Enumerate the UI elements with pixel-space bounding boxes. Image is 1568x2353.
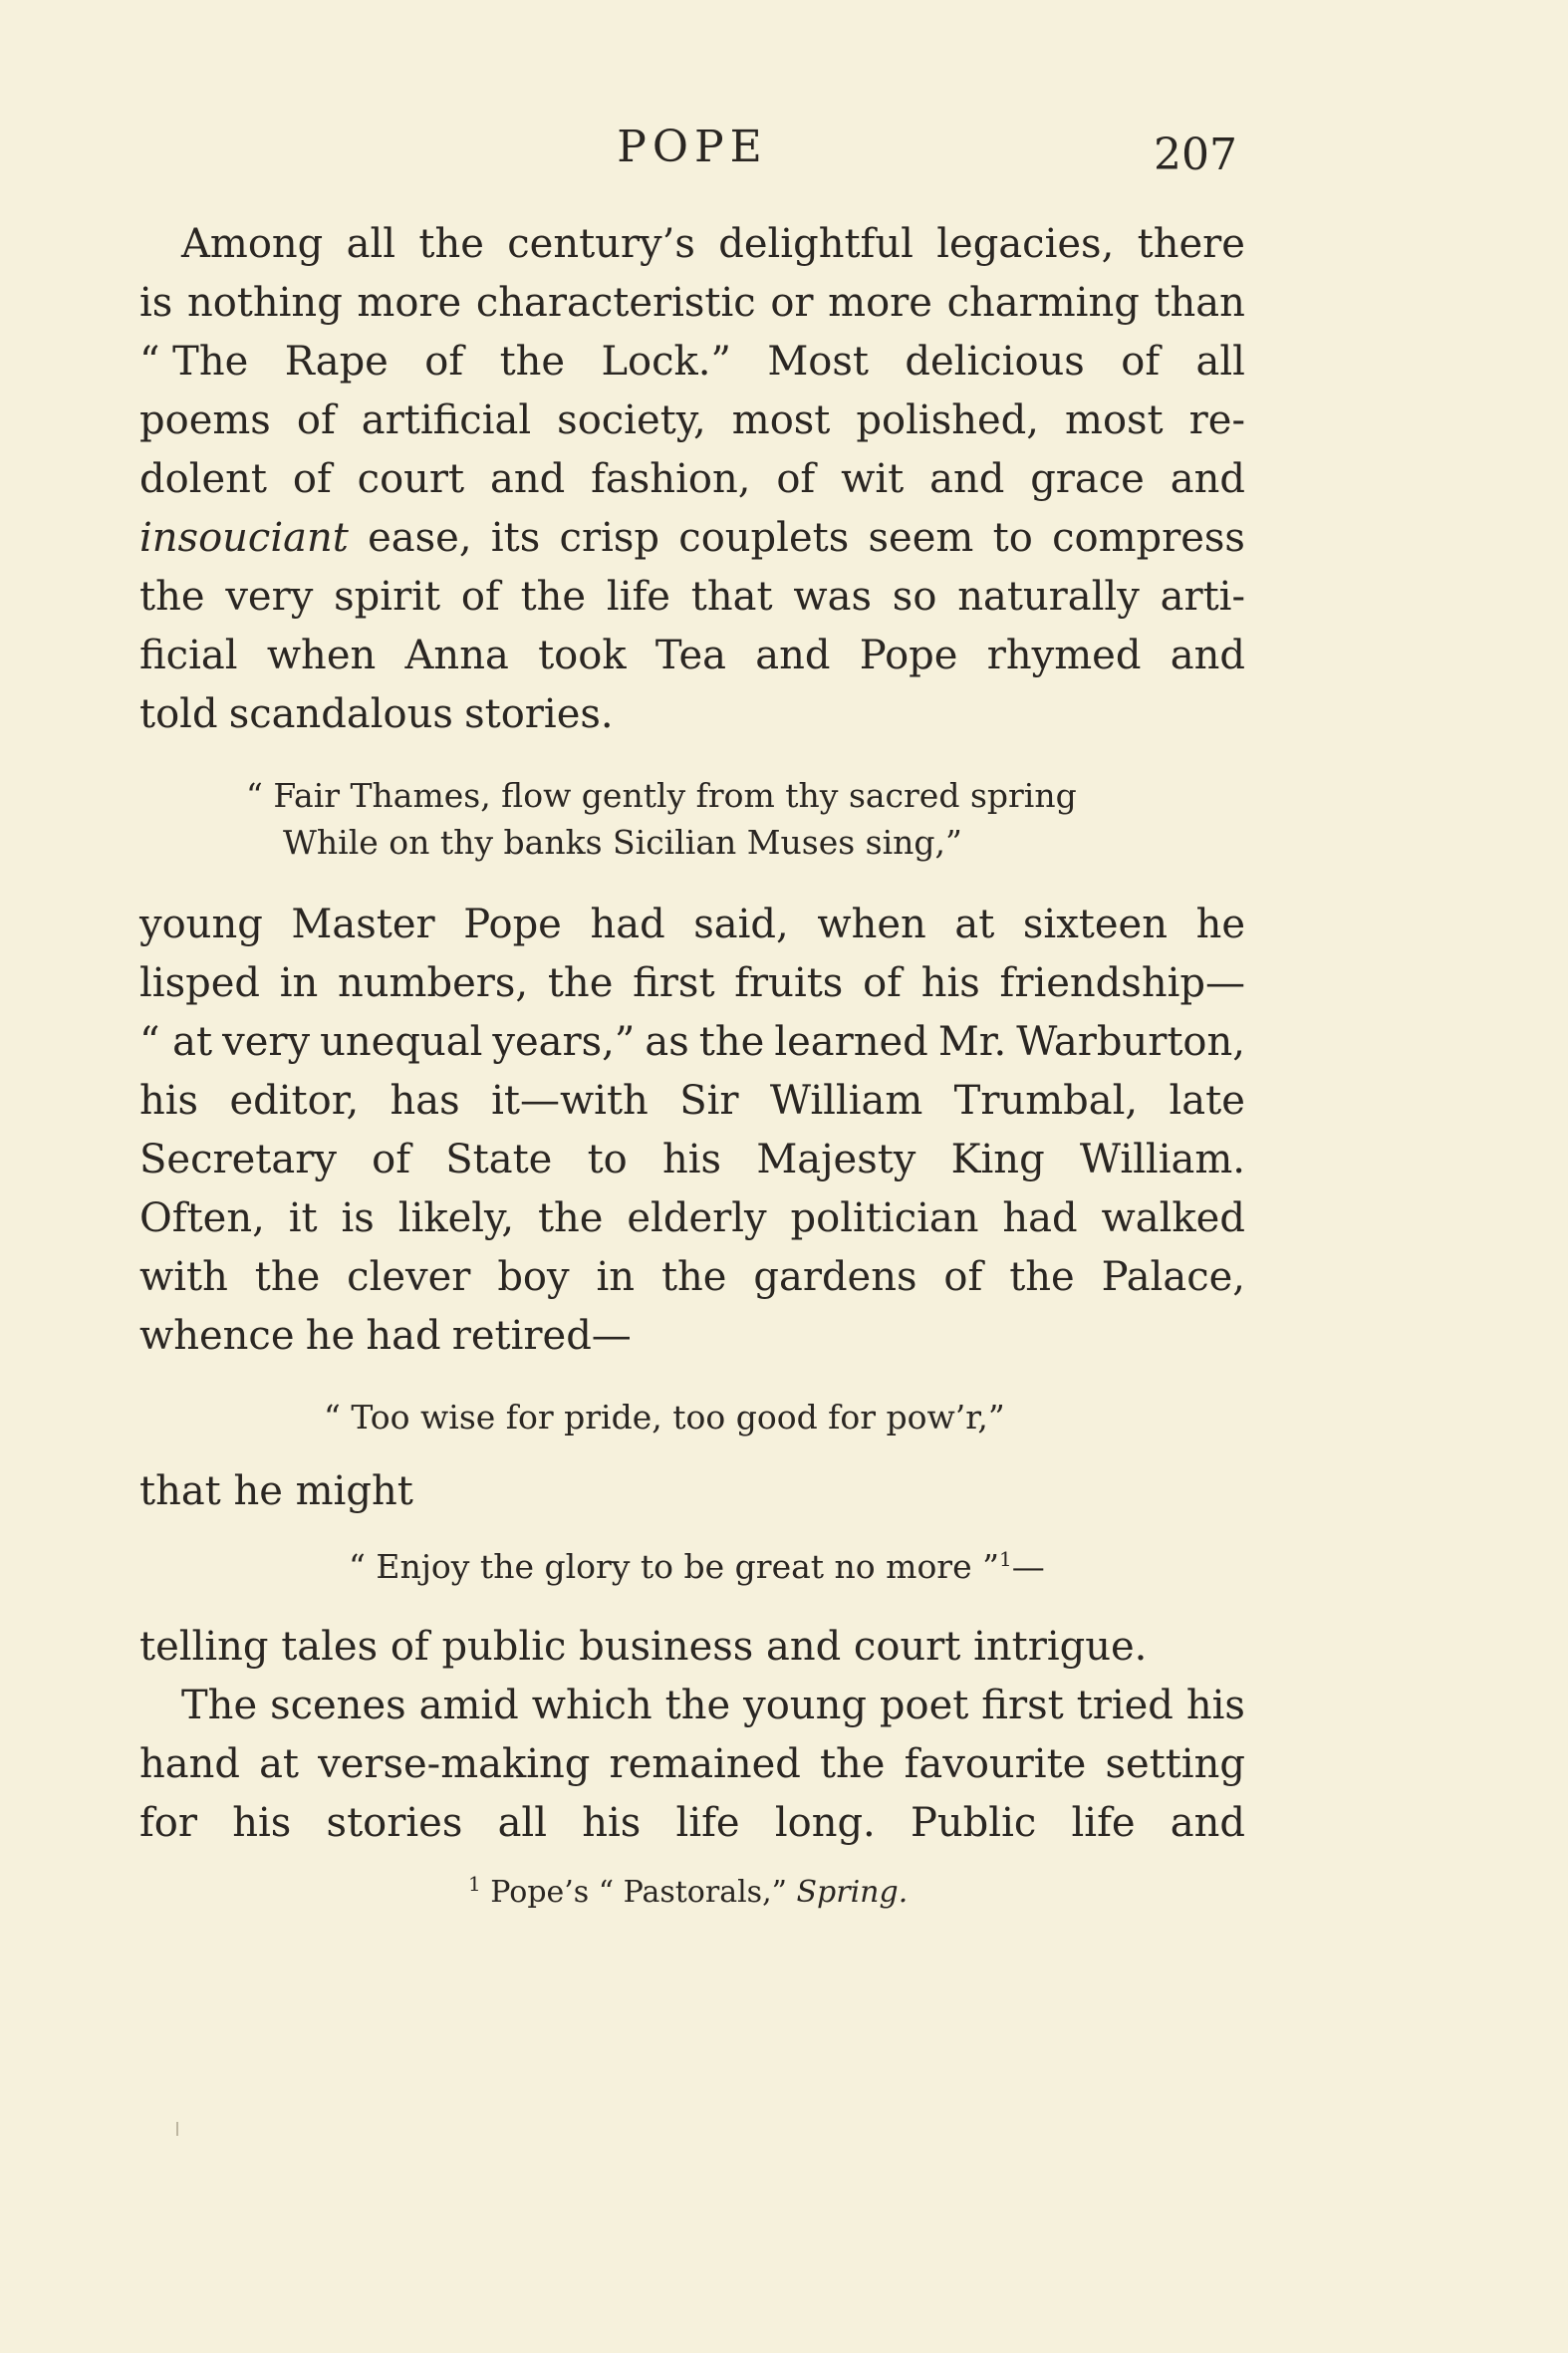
word: of	[1121, 339, 1161, 385]
verse-quote-thames	[139, 772, 1245, 866]
word: fashion,	[591, 456, 751, 502]
word: Anna	[404, 633, 509, 678]
word: Master	[291, 902, 435, 947]
word: likely,	[397, 1195, 515, 1241]
paragraph-4-line	[139, 1618, 1245, 1677]
text-line	[139, 392, 1245, 450]
word: nothing	[186, 280, 343, 326]
word: tried	[1076, 1683, 1174, 1728]
word: the	[660, 1254, 727, 1300]
word: with	[139, 1254, 228, 1300]
word: Mr.	[937, 1019, 1007, 1065]
word: late	[1169, 1078, 1245, 1124]
word: the	[254, 1254, 321, 1300]
word: grace	[1030, 456, 1145, 502]
text-line	[139, 450, 1245, 509]
verse-line: “ Enjoy the glory to be great no more ”	[349, 1547, 999, 1586]
word: Warburton,	[1016, 1019, 1245, 1065]
word: King	[950, 1137, 1045, 1182]
verse-line: “ Fair Thames, flow gently from thy sacred spring	[246, 776, 1077, 815]
word: the	[139, 574, 205, 620]
word: of	[296, 397, 336, 443]
word: Sir	[679, 1078, 739, 1124]
word: it—with	[491, 1078, 649, 1124]
word: Palace,	[1101, 1254, 1245, 1300]
word: most	[1065, 397, 1164, 443]
text-line	[139, 896, 1245, 954]
page-speck	[176, 2122, 178, 2136]
line-text: that he might	[139, 1468, 413, 1514]
word: whence	[139, 1313, 295, 1359]
word: or	[770, 280, 814, 326]
text-line	[139, 1248, 1245, 1307]
text-line	[139, 954, 1245, 1013]
word: ease,	[368, 515, 472, 561]
word: numbers,	[338, 960, 529, 1006]
word: scandalous	[228, 691, 453, 737]
verse-quote-pride	[139, 1394, 1245, 1440]
word: setting	[1105, 1741, 1245, 1787]
word: stories.	[464, 691, 614, 737]
word: of	[863, 960, 902, 1006]
text-line	[139, 333, 1245, 392]
word: he	[1195, 902, 1245, 947]
word: Secretary	[139, 1137, 337, 1182]
word: very	[222, 1019, 311, 1065]
word: his	[920, 960, 980, 1006]
word: his	[582, 1800, 642, 1846]
word: editor,	[229, 1078, 360, 1124]
word: spirit	[334, 574, 441, 620]
word: there	[1137, 221, 1245, 267]
verse-line: While on thy banks Sicilian Muses sing,”	[283, 823, 962, 862]
word: told	[139, 691, 218, 737]
word: had	[1002, 1195, 1078, 1241]
word: arti-	[1160, 574, 1245, 620]
running-head	[139, 118, 1245, 180]
text-line	[139, 274, 1245, 333]
word: amid	[418, 1683, 519, 1728]
word: the	[537, 1195, 604, 1241]
word: so	[892, 574, 937, 620]
word: “ The	[139, 339, 249, 385]
word: its	[490, 515, 541, 561]
word: fruits	[734, 960, 844, 1006]
word: in	[279, 960, 319, 1006]
word: is	[139, 280, 173, 326]
word: his	[661, 1137, 722, 1182]
word: delicious	[905, 339, 1085, 385]
paragraph-2	[139, 896, 1245, 1366]
word: his	[139, 1078, 199, 1124]
word: years,”	[492, 1019, 636, 1065]
word: Trumbal,	[953, 1078, 1139, 1124]
word: and	[929, 456, 1005, 502]
word: and	[755, 633, 831, 678]
word: of	[292, 456, 332, 502]
word: the	[664, 1683, 731, 1728]
word: legacies,	[936, 221, 1115, 267]
text-line	[139, 1735, 1245, 1794]
word: life	[606, 574, 670, 620]
word: verse-making	[318, 1741, 591, 1787]
line-text: telling tales of public business and court intrigue.	[139, 1624, 1148, 1670]
word: William	[769, 1078, 923, 1124]
text-line	[139, 1189, 1245, 1248]
word: young	[139, 902, 263, 947]
word: the	[1009, 1254, 1075, 1300]
word: charming	[946, 280, 1140, 326]
footnote-italic: Spring.	[796, 1875, 909, 1910]
word: wit	[841, 456, 905, 502]
word: Often,	[139, 1195, 265, 1241]
text-block	[139, 215, 1245, 1915]
word: walked	[1101, 1195, 1245, 1241]
word: than	[1154, 280, 1245, 326]
word: crisp	[559, 515, 659, 561]
word: favourite	[904, 1741, 1087, 1787]
word: remained	[609, 1741, 801, 1787]
page-number: 207	[1154, 130, 1237, 180]
word: naturally	[957, 574, 1140, 620]
word: is	[341, 1195, 375, 1241]
footnote-reference: 1	[998, 1547, 1012, 1571]
word: stories	[326, 1800, 463, 1846]
word: of	[372, 1137, 411, 1182]
verse-quote-glory	[139, 1543, 1245, 1590]
word: clever	[347, 1254, 471, 1300]
word: rhymed	[986, 633, 1142, 678]
word: as	[645, 1019, 689, 1065]
word: that	[690, 574, 773, 620]
word: the	[547, 960, 614, 1006]
word: the	[819, 1741, 886, 1787]
word: learned	[774, 1019, 928, 1065]
word: the	[520, 574, 587, 620]
word: Tea	[654, 633, 726, 678]
text-line	[139, 1131, 1245, 1189]
word: delightful	[718, 221, 914, 267]
paragraph-5	[139, 1677, 1245, 1853]
word: long.	[774, 1800, 876, 1846]
word: said,	[693, 902, 789, 947]
text-line	[139, 1677, 1245, 1735]
word: and	[1170, 633, 1245, 678]
word: elderly	[627, 1195, 767, 1241]
text-line	[139, 215, 1245, 274]
word: and	[1170, 456, 1245, 502]
word: scenes	[270, 1683, 406, 1728]
word: it	[288, 1195, 318, 1241]
text-line	[139, 627, 1245, 685]
word: society,	[557, 397, 706, 443]
word: characteristic	[475, 280, 756, 326]
word: took	[538, 633, 627, 678]
word: for	[139, 1800, 198, 1846]
word: the	[698, 1019, 765, 1065]
word: Among	[181, 221, 324, 267]
word: friendship—	[999, 960, 1245, 1006]
word: had	[366, 1313, 441, 1359]
word: Majesty	[756, 1137, 916, 1182]
text-line	[139, 509, 1245, 568]
word: Pope	[463, 902, 562, 947]
word: at	[954, 902, 995, 947]
running-title: POPE	[617, 122, 768, 172]
word: more	[828, 280, 932, 326]
text-line	[139, 1307, 1245, 1366]
word: ficial	[139, 633, 238, 678]
word: of	[943, 1254, 983, 1300]
word: at	[259, 1741, 299, 1787]
word: compress	[1052, 515, 1245, 561]
word: all	[346, 221, 396, 267]
word: unequal	[320, 1019, 483, 1065]
paragraph-3-line	[139, 1462, 1245, 1521]
word: first	[633, 960, 715, 1006]
word: more	[357, 280, 462, 326]
word: re-	[1188, 397, 1245, 443]
word: young	[743, 1683, 867, 1728]
word: has	[390, 1078, 460, 1124]
word: sixteen	[1022, 902, 1168, 947]
word: in	[596, 1254, 636, 1300]
word: when	[817, 902, 926, 947]
word: first	[981, 1683, 1064, 1728]
word: The	[181, 1683, 258, 1728]
word: life	[1071, 1800, 1136, 1846]
text-line	[139, 1013, 1245, 1072]
word: boy	[497, 1254, 570, 1300]
word: life	[675, 1800, 740, 1846]
word: the	[499, 339, 566, 385]
word: when	[266, 633, 377, 678]
word: dolent	[139, 456, 267, 502]
word: “ at	[139, 1019, 213, 1065]
word: seem	[868, 515, 974, 561]
word: the	[418, 221, 484, 267]
word: Lock.”	[601, 339, 731, 385]
word: of	[776, 456, 816, 502]
word: which	[531, 1683, 653, 1728]
word: insouciant	[139, 515, 349, 561]
word: gardens	[753, 1254, 917, 1300]
word: retired—	[451, 1313, 632, 1359]
word: had	[590, 902, 665, 947]
verse-line: “ Too wise for pride, too good for pow’r,”	[324, 1398, 1005, 1437]
word: his	[1185, 1683, 1245, 1728]
footnote-marker: 1	[468, 1872, 481, 1896]
word: of	[424, 339, 464, 385]
paragraph-1	[139, 215, 1245, 744]
text-line	[139, 1794, 1245, 1853]
word: Public	[911, 1800, 1037, 1846]
word: and	[1170, 1800, 1245, 1846]
word: poet	[879, 1683, 969, 1728]
word: all	[497, 1800, 547, 1846]
text-line	[139, 568, 1245, 627]
word: and	[490, 456, 566, 502]
word: all	[1195, 339, 1245, 385]
word: to	[587, 1137, 628, 1182]
word: was	[793, 574, 872, 620]
word: Most	[767, 339, 869, 385]
word: of	[460, 574, 500, 620]
word: artificial	[361, 397, 532, 443]
word: hand	[139, 1741, 240, 1787]
text-line	[139, 685, 1245, 744]
text-line	[139, 1072, 1245, 1131]
word: very	[225, 574, 314, 620]
word: court	[357, 456, 465, 502]
word: most	[731, 397, 831, 443]
footnote	[139, 1871, 1245, 1915]
word: century’s	[507, 221, 695, 267]
word: Rape	[284, 339, 389, 385]
word: couplets	[678, 515, 850, 561]
word: State	[445, 1137, 553, 1182]
word: poems	[139, 397, 271, 443]
word: to	[992, 515, 1033, 561]
footnote-text: Pope’s “ Pastorals,”	[490, 1875, 797, 1910]
verse-dash: —	[1011, 1547, 1045, 1586]
word: polished,	[856, 397, 1039, 443]
word: William.	[1079, 1137, 1245, 1182]
word: politician	[790, 1195, 979, 1241]
word: his	[232, 1800, 292, 1846]
word: he	[305, 1313, 356, 1359]
word: lisped	[139, 960, 260, 1006]
word: Pope	[859, 633, 958, 678]
